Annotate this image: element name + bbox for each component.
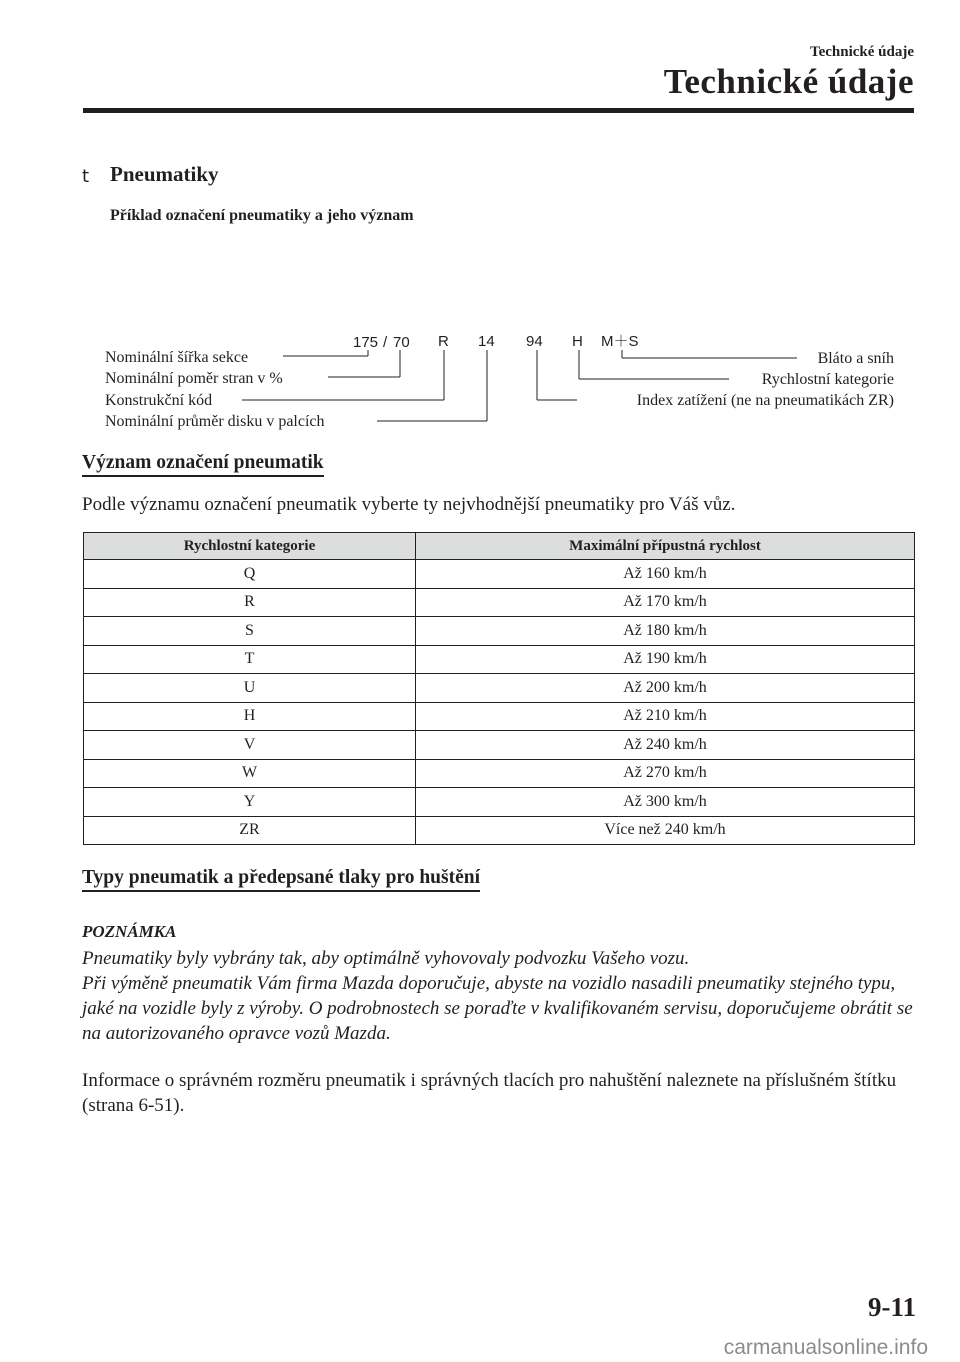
speed-category-table xyxy=(83,532,915,845)
header-rule xyxy=(83,108,914,113)
table-cell-speed: Až 300 km/h xyxy=(416,788,915,817)
table-cell-category: H xyxy=(84,702,416,731)
code-ms: M＋S xyxy=(601,333,639,350)
code-speed: H xyxy=(572,333,583,350)
tire-marking-diagram xyxy=(95,320,915,440)
section-title: Pneumatiky xyxy=(110,162,219,186)
meaning-text: Podle významu označení pneumatik vyberte ty nejvhodnější pneumatiky pro Váš vůz. xyxy=(82,494,736,515)
note-line: Pneumatiky byly vybrány tak, aby optimálně vyhovovaly podvozku Vašeho vozu. xyxy=(82,948,690,969)
table-row xyxy=(84,645,915,674)
label-construction: Konstrukční kód xyxy=(105,392,213,409)
table-cell-category: W xyxy=(84,759,416,788)
table-cell-category: T xyxy=(84,645,416,674)
code-slash: / xyxy=(383,334,388,351)
label-speed: Rychlostní kategorie xyxy=(761,371,894,388)
table-cell-speed: Až 210 km/h xyxy=(416,702,915,731)
table-header-speed: Maximální přípustná rychlost xyxy=(416,533,915,560)
types-heading xyxy=(82,867,480,892)
table-row xyxy=(84,788,915,817)
running-header: Technické údaje xyxy=(809,44,914,60)
meaning-heading xyxy=(82,452,324,477)
table-row xyxy=(84,617,915,646)
label-width: Nominální šířka sekce xyxy=(105,349,249,366)
label-ratio: Nominální poměr stran v % xyxy=(105,370,283,387)
table-cell-speed: Více než 240 km/h xyxy=(416,816,915,845)
table-row xyxy=(84,588,915,617)
note-title: POZNÁMKA xyxy=(82,922,177,941)
watermark: carmanualsonline.info xyxy=(723,1336,928,1359)
section-subtitle: Příklad označení pneumatiky a jeho význam xyxy=(110,207,414,224)
table-cell-category: Y xyxy=(84,788,416,817)
table-cell-speed: Až 160 km/h xyxy=(416,560,915,589)
table-cell-category: S xyxy=(84,617,416,646)
table-header-row xyxy=(84,533,915,560)
table-row xyxy=(84,674,915,703)
chapter-title: Technické údaje xyxy=(663,62,914,101)
code-construction: R xyxy=(438,333,449,350)
label-ms: Bláto a sníh xyxy=(817,350,894,367)
table-cell-speed: Až 270 km/h xyxy=(416,759,915,788)
table-cell-category: ZR xyxy=(84,816,416,845)
table-cell-category: U xyxy=(84,674,416,703)
table-row xyxy=(84,702,915,731)
table-row xyxy=(84,560,915,589)
table-cell-speed: Až 180 km/h xyxy=(416,617,915,646)
table-row xyxy=(84,731,915,760)
label-rim: Nominální průměr disku v palcích xyxy=(105,413,325,430)
code-ratio: 70 xyxy=(393,334,410,351)
note-text xyxy=(82,946,922,1046)
table-cell-category: Q xyxy=(84,560,416,589)
table-cell-speed: Až 240 km/h xyxy=(416,731,915,760)
code-width: 175 xyxy=(353,334,379,351)
table-cell-category: R xyxy=(84,588,416,617)
table-cell-category: V xyxy=(84,731,416,760)
code-load: 94 xyxy=(526,333,543,350)
types-heading-text: Typy pneumatik a předepsané tlaky pro huštění xyxy=(82,867,480,892)
label-load: Index zatížení (ne na pneumatikách ZR) xyxy=(636,392,894,409)
page-number: 9-11 xyxy=(867,1292,916,1322)
table-cell-speed: Až 170 km/h xyxy=(416,588,915,617)
table-header-category: Rychlostní kategorie xyxy=(84,533,416,560)
meaning-heading-text: Význam označení pneumatik xyxy=(82,452,324,477)
info-text: Informace o správném rozměru pneumatik i správných tlacích pro nahuštění naleznete na příslušném štítku (strana 6-51). xyxy=(82,1070,897,1116)
table-cell-speed: Až 190 km/h xyxy=(416,645,915,674)
table-row xyxy=(84,816,915,845)
table-cell-speed: Až 200 km/h xyxy=(416,674,915,703)
code-rim: 14 xyxy=(478,333,495,350)
section-marker: t xyxy=(82,166,90,187)
note-line: Při výměně pneumatik Vám firma Mazda doporučuje, abyste na vozidlo nasadili pneumatiky stejného typu, jaké na vozidle byly z výroby. O podrobnostech se poraďte v kvalifikovaném servisu, doporučujeme obrátit se na autorizovaného opravce vozů Mazda. xyxy=(82,973,913,1044)
table-row xyxy=(84,759,915,788)
